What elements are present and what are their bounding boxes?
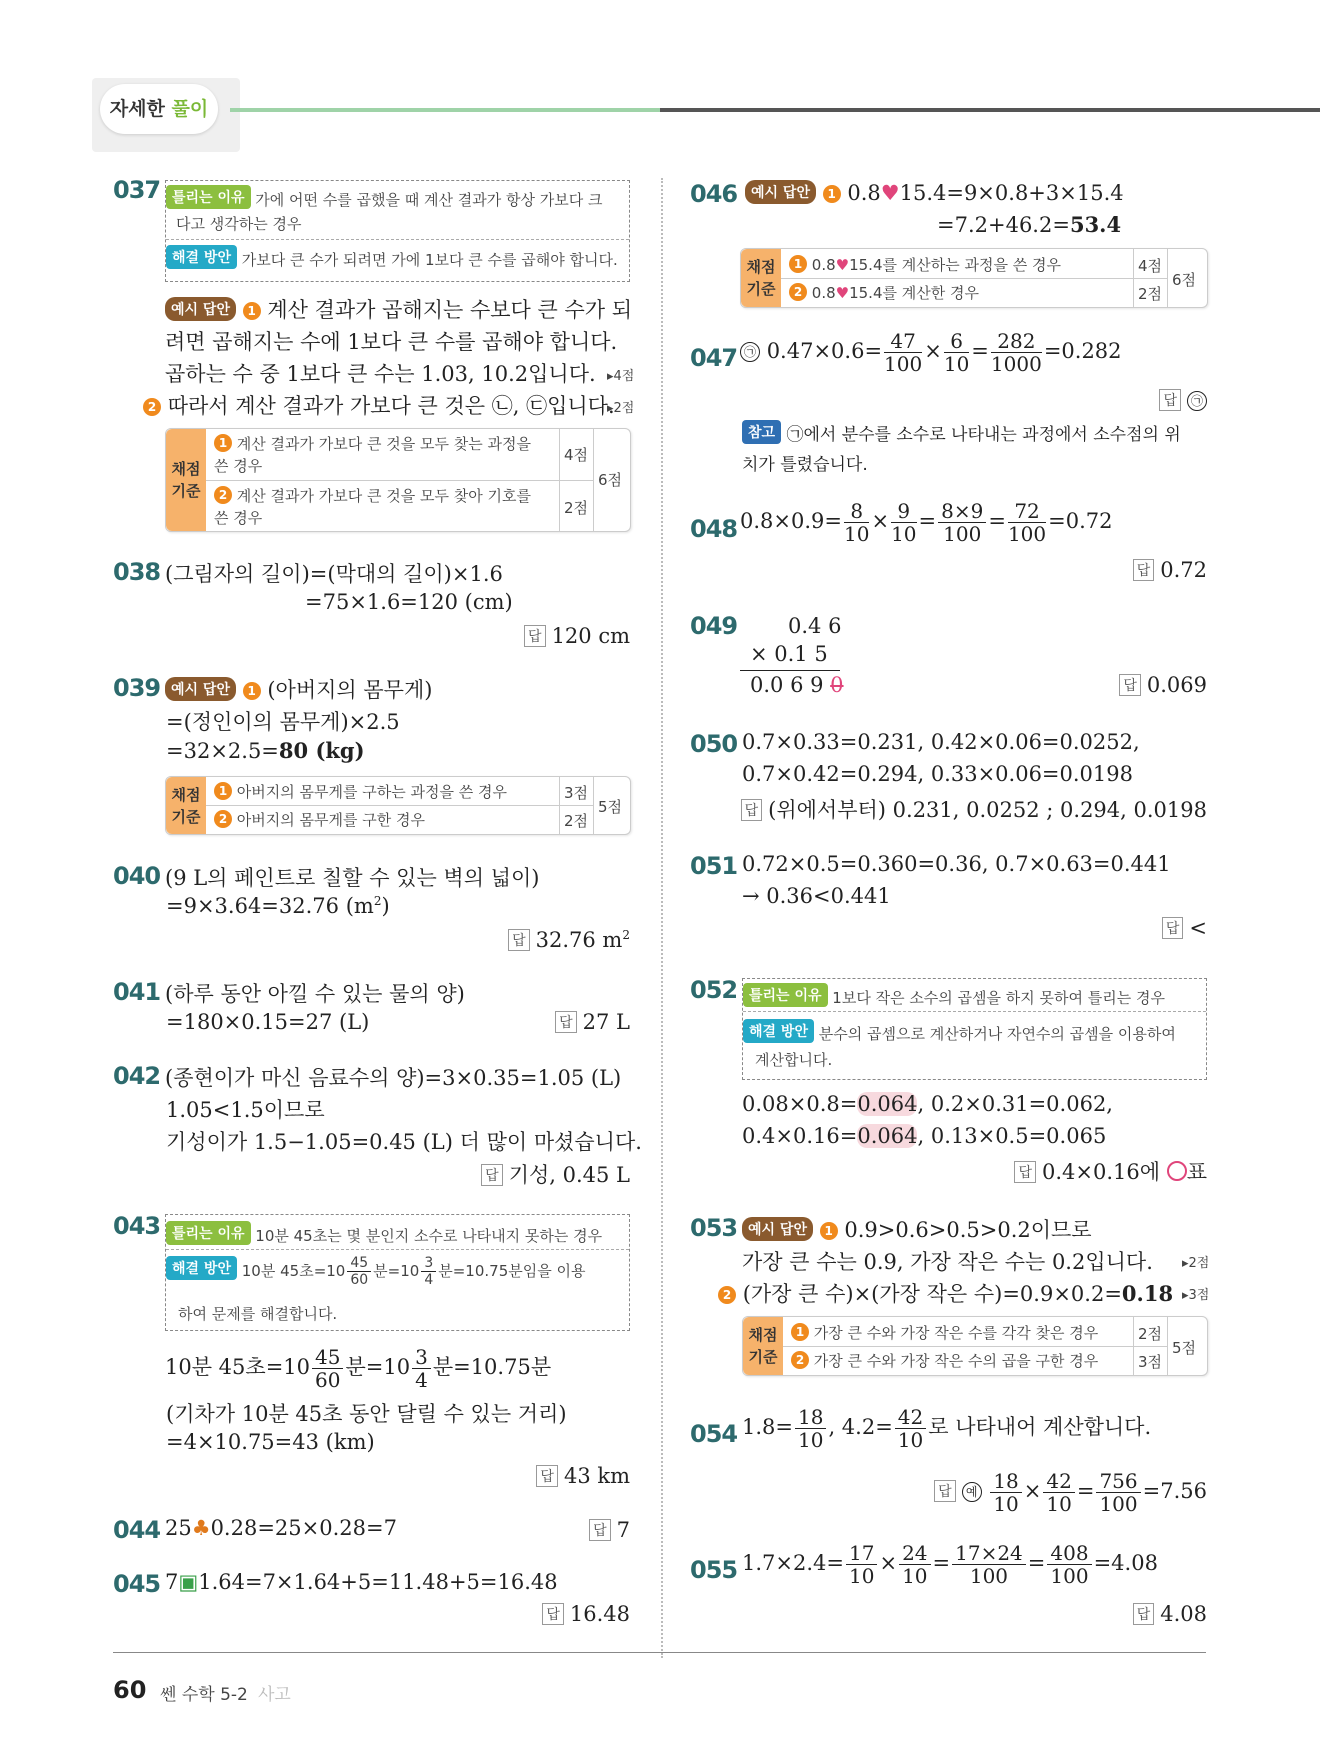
answer-value: < <box>1189 916 1207 940</box>
step-marker-2: 2 <box>143 398 161 416</box>
answer: 답 0.4×0.16에 표 <box>1014 1156 1207 1186</box>
step-marker-1: 1 <box>820 1222 838 1240</box>
fix-tag: 해결 방안 <box>743 1019 814 1043</box>
superscript: 2 <box>622 928 630 942</box>
reference-tag: 참고 <box>742 420 781 444</box>
text-line: (가장 큰 수)×(가장 작은 수)=0.9×0.2= <box>742 1282 1122 1306</box>
fix-text: 분=10 <box>373 1262 420 1280</box>
text-line: → 0.36<0.441 <box>742 884 891 908</box>
problem-number: 048 <box>690 515 738 543</box>
page-number: 60 <box>113 1676 147 1704</box>
answer-value: 120 cm <box>551 624 630 648</box>
superscript: 2 <box>373 894 382 908</box>
wrong-tag: 틀리는 이유 <box>743 983 828 1007</box>
example-mark: 예 <box>962 1482 982 1502</box>
example-tag: 예시 답안 <box>165 677 236 701</box>
example-tag: 예시 답안 <box>742 1217 813 1241</box>
fix-tag: 해결 방안 <box>166 1256 237 1280</box>
text-line: (하루 동안 아낄 수 있는 물의 양) <box>165 982 465 1006</box>
score-item: 쓴 경우 <box>214 509 263 527</box>
fix-text: 분수의 곱셈으로 계산하거나 자연수의 곱셈을 이용하여 <box>818 1025 1176 1043</box>
points-label: ▸2점 <box>607 401 635 416</box>
answer <box>1159 388 1207 412</box>
answer <box>524 624 630 648</box>
fix-text: 가보다 큰 수가 되려면 가에 1보다 큰 수를 곱해야 합니다. <box>241 251 618 269</box>
answer-label: 답 <box>508 929 530 951</box>
step-marker-1: 1 <box>243 302 261 320</box>
calc-row: 0.4 6 <box>788 614 842 638</box>
score-points: 2점 <box>564 812 589 830</box>
header-rule-gray <box>660 108 1320 112</box>
text-line: 1.64=7×1.64+5=11.48+5=16.48 <box>198 1570 558 1594</box>
problem-number: 053 <box>690 1214 738 1242</box>
answer <box>536 1464 630 1488</box>
points-label: ▸2점 <box>1182 1256 1210 1271</box>
answer-label: 답 <box>1014 1161 1036 1183</box>
example-tag: 예시 답안 <box>745 180 816 204</box>
score-total: 6점 <box>1172 271 1197 289</box>
answer <box>481 1159 630 1189</box>
text-line: 곱하는 수 중 1보다 큰 수는 1.03, 10.2입니다. <box>165 362 596 386</box>
points-label: ▸4점 <box>607 369 635 384</box>
result-value: 80 (kg) <box>278 738 365 763</box>
score-table <box>165 776 631 835</box>
answer <box>555 1010 630 1034</box>
step-marker-1: 1 <box>243 682 261 700</box>
answer <box>508 928 630 952</box>
answer-value: 0.4×0.16에 <box>1041 1160 1167 1184</box>
answer <box>1133 558 1207 582</box>
score-label: 채점 기준 <box>166 777 206 834</box>
wrong-text: 10분 45초는 몇 분인지 소수로 나타내지 못하는 경우 <box>255 1227 603 1245</box>
problem-number: 046 <box>690 180 738 208</box>
text-line: =32×2.5= <box>166 739 279 763</box>
score-points: 2점 <box>1138 1325 1163 1343</box>
result-value: 53.4 <box>1069 212 1122 237</box>
text-line: (9 L의 페인트로 칠할 수 있는 벽의 넓이) <box>165 866 540 890</box>
text-line: 려면 곱해지는 수에 1보다 큰 수를 곱해야 합니다. <box>165 330 618 354</box>
answer-label: 답 <box>1133 559 1155 581</box>
text-line: 가장 큰 수는 0.9, 가장 작은 수는 0.2입니다. <box>742 1250 1153 1274</box>
answer-label: 답 <box>536 1465 558 1487</box>
answer-value: =7.56 <box>1142 1479 1207 1503</box>
text-line: ) <box>381 894 390 918</box>
answer-value: 32.76 m <box>535 928 623 952</box>
score-table: 채점 기준 1 0.8♥15.4를 계산하는 과정을 쓴 경우 2 0.8♥15.4를 계산한 경우 4점 2점 6점 <box>740 248 1208 308</box>
text-line: 로 나타내어 계산합니다. <box>928 1415 1152 1439</box>
answer: 답 예 $\frac{18}{10}$ × $\frac{42}{10}$ = $\frac{756}{100}$ =7.56 <box>934 1470 1207 1515</box>
problem-number: 050 <box>690 730 738 758</box>
score-item: 가장 큰 수와 가장 작은 수를 각각 찾은 경우 <box>813 1324 1099 1342</box>
text-line: (그림자의 길이)=(막대의 길이)×1.6 <box>165 562 503 586</box>
answer-label: 답 <box>555 1011 577 1033</box>
score-label: 채점 기준 <box>166 429 206 531</box>
footer-rule <box>113 1652 1206 1653</box>
highlighted-value: 0.064 <box>857 1124 918 1148</box>
circle-mark-icon <box>1167 1161 1187 1181</box>
club-icon: ♣ <box>191 1516 211 1540</box>
score-points: 3점 <box>564 784 589 802</box>
text-line: 따라서 계산 결과가 가보다 큰 것은 ㉡, ㉢입니다. <box>167 394 615 418</box>
score-item: 가장 큰 수와 가장 작은 수의 곱을 구한 경우 <box>813 1352 1099 1370</box>
text-line: (아버지의 몸무게) <box>267 678 433 702</box>
problem-number: 038 <box>113 558 161 586</box>
score-item: 쓴 경우 <box>214 457 263 475</box>
column-divider <box>661 178 663 1658</box>
step-marker-1: 1 <box>823 185 841 203</box>
answer-label: 답 <box>1133 1603 1155 1625</box>
text-line: 계산 결과가 곱해지는 수보다 큰 수가 되 <box>267 298 632 322</box>
problem-number: 049 <box>690 612 738 640</box>
answer-label: 답 <box>1119 674 1141 696</box>
text-line: 기성이가 1.5−1.05=0.45 (L) 더 많이 마셨습니다. <box>166 1130 642 1154</box>
fix-tag: 해결 방안 <box>166 245 237 269</box>
score-total: 5점 <box>1172 1339 1197 1357</box>
answer-label: 답 <box>934 1480 956 1502</box>
score-total: 6점 <box>598 471 623 489</box>
answer-value: 16.48 <box>569 1602 630 1626</box>
step-marker-2: 2 <box>791 1351 809 1369</box>
text-line: 0.7×0.33=0.231, 0.42×0.06=0.0252, <box>742 730 1140 754</box>
answer-value: 기성, 0.45 L <box>508 1163 630 1187</box>
text-line: =4×10.75=43 (km) <box>166 1430 375 1454</box>
text-line: (종현이가 마신 음료수의 양)=3×0.35=1.05 (L) <box>165 1066 622 1090</box>
answer-value: 7 <box>616 1518 630 1542</box>
answer <box>542 1602 630 1626</box>
answer <box>1119 673 1207 697</box>
answer <box>1133 1602 1207 1626</box>
answer-value: 27 L <box>582 1010 630 1034</box>
answer-value: 43 km <box>563 1464 630 1488</box>
answer-label: 답 <box>741 799 763 821</box>
calc-row: × 0.1 5 <box>750 642 828 666</box>
text-line: 0.7×0.42=0.294, 0.33×0.06=0.0198 <box>742 762 1134 786</box>
score-item: 계산 결과가 가보다 큰 것을 모두 찾아 기호를 <box>236 487 531 505</box>
answer-label: 답 <box>542 1603 564 1625</box>
score-table <box>742 1316 1208 1376</box>
step-marker-2: 2 <box>789 283 807 301</box>
answer-label: 답 <box>1159 389 1181 411</box>
wrong-tag: 틀리는 이유 <box>166 185 251 209</box>
answer <box>1162 916 1207 940</box>
calc-rule <box>740 670 840 671</box>
text-line: 0.9>0.6>0.5>0.2이므로 <box>844 1218 1092 1242</box>
problem-number: 047 <box>690 344 738 372</box>
step-marker-2: 2 <box>214 486 232 504</box>
answer <box>589 1518 630 1542</box>
wrong-fix-box <box>742 978 1207 1080</box>
fix-text: 10분 45초=10 <box>241 1262 346 1280</box>
answer-label: 답 <box>589 1519 611 1541</box>
problem-number: 044 <box>113 1516 161 1544</box>
score-item: 아버지의 몸무게를 구한 경우 <box>236 811 425 829</box>
calc-row: 0.0 6 9 <box>750 673 824 697</box>
answer-label: 답 <box>524 625 546 647</box>
text-line: =75×1.6=120 (cm) <box>305 590 513 614</box>
score-item: 15.4를 계산한 경우 <box>849 284 979 302</box>
wrong-fix-box: 틀리는 이유 10분 45초는 몇 분인지 소수로 나타내지 못하는 경우 해결 방안 10분 45초=10 $\frac{45}{60}$ 분=10 $\frac{3}{4}$ 분=10.75분임을 이용 하여 문제를 해결합니다. <box>165 1214 630 1331</box>
problem-number: 054 <box>690 1420 738 1448</box>
step-marker-1: 1 <box>214 434 232 452</box>
wrong-fix-box <box>165 180 630 282</box>
score-item: 아버지의 몸무게를 구하는 과정을 쓴 경우 <box>236 783 507 801</box>
step-marker-2: 2 <box>214 810 232 828</box>
example-tag: 예시 답안 <box>165 297 236 321</box>
score-points: 3점 <box>1138 1353 1163 1371</box>
score-item: 15.4를 계산하는 과정을 쓴 경우 <box>849 256 1061 274</box>
wrong-tag: 틀리는 이유 <box>166 1221 251 1245</box>
step-marker-2: 2 <box>718 1286 736 1304</box>
problem-number: 052 <box>690 976 738 1004</box>
reference-text: 치가 틀렸습니다. <box>742 455 868 475</box>
fix-text-2: 하여 문제를 해결합니다. <box>178 1305 338 1323</box>
book-title: 쎈 수학 5-2 <box>160 1685 248 1705</box>
answer-value: (위에서부터) 0.231, 0.0252 ; 0.294, 0.0198 <box>768 798 1207 822</box>
heart-icon: ♥ <box>880 181 900 205</box>
score-total: 5점 <box>598 798 623 816</box>
answer-value: 0.72 <box>1160 558 1207 582</box>
points-label: ▸3점 <box>1182 1288 1210 1303</box>
answer-value: ㉠ <box>1187 391 1207 411</box>
text-line: 0.72×0.5=0.360=0.36, 0.7×0.63=0.441 <box>742 852 1171 876</box>
reference-text: ㉠에서 분수를 소수로 나타내는 과정에서 소수점의 위 <box>786 425 1181 445</box>
wrong-text-2: 다고 생각하는 경우 <box>176 215 302 233</box>
score-points: 4점 <box>564 446 589 464</box>
text-line: =7.2+46.2= <box>937 213 1070 237</box>
result-value: 0.18 <box>1121 1281 1174 1306</box>
wrong-text: 가에 어떤 수를 곱했을 때 계산 결과가 항상 가보다 크 <box>255 191 603 209</box>
text-line: 0.28=25×0.28=7 <box>210 1516 397 1540</box>
step-marker-1: 1 <box>791 1323 809 1341</box>
problem-number: 039 <box>113 674 161 702</box>
answer-value: 4.08 <box>1160 1602 1207 1626</box>
problem-number: 055 <box>690 1556 738 1584</box>
text-line: =180×0.15=27 (L) <box>166 1010 370 1034</box>
score-item: 계산 결과가 가보다 큰 것을 모두 찾는 과정을 <box>236 435 531 453</box>
problem-number: 043 <box>113 1212 161 1240</box>
step-marker-1: 1 <box>789 255 807 273</box>
problem-number: 045 <box>113 1570 161 1598</box>
book-subtitle: 사고 <box>258 1685 291 1705</box>
problem-number: 040 <box>113 862 161 890</box>
score-points: 4점 <box>1138 257 1163 275</box>
score-points: 2점 <box>564 499 589 517</box>
text-line: =9×3.64=32.76 (m <box>166 894 374 918</box>
header-rule-green <box>230 108 660 112</box>
answer <box>741 794 1207 824</box>
score-points: 2점 <box>1138 285 1163 303</box>
problem-number: 042 <box>113 1062 161 1090</box>
problem-number: 051 <box>690 852 738 880</box>
choice-mark: ㉠ <box>740 342 760 362</box>
text-line: 1.05<1.5이므로 <box>166 1098 325 1122</box>
score-table <box>165 428 631 532</box>
header-title: 자세한 풀이 <box>100 84 218 134</box>
problem-number: 041 <box>113 978 161 1006</box>
score-label: 채점 기준 <box>743 1317 783 1375</box>
text-line: (기차가 10분 45초 동안 달릴 수 있는 거리) <box>166 1402 567 1426</box>
problem-number: 037 <box>113 176 161 204</box>
answer-label: 답 <box>481 1164 503 1186</box>
text-line: =(정인이의 몸무게)×2.5 <box>166 710 400 734</box>
answer-label: 답 <box>1162 917 1184 939</box>
answer-value: 0.069 <box>1146 673 1207 697</box>
heart-icon: ♥ <box>835 256 850 274</box>
fix-text-2: 계산합니다. <box>755 1051 833 1069</box>
highlighted-value: 0.064 <box>857 1092 918 1116</box>
wrong-text: 1보다 작은 소수의 곱셈을 하지 못하여 틀리는 경우 <box>832 989 1166 1007</box>
square-icon: ▣ <box>178 1570 199 1594</box>
score-label: 채점 기준 <box>741 249 781 307</box>
struck-zero: 0 <box>830 673 844 697</box>
fix-text: 분=10.75분임을 이용 <box>438 1262 586 1280</box>
text-line: 15.4=9×0.8+3×15.4 <box>899 181 1124 205</box>
step-marker-1: 1 <box>214 782 232 800</box>
heart-icon: ♥ <box>835 284 850 302</box>
text-line: 10분 45초=10 <box>165 1355 311 1379</box>
